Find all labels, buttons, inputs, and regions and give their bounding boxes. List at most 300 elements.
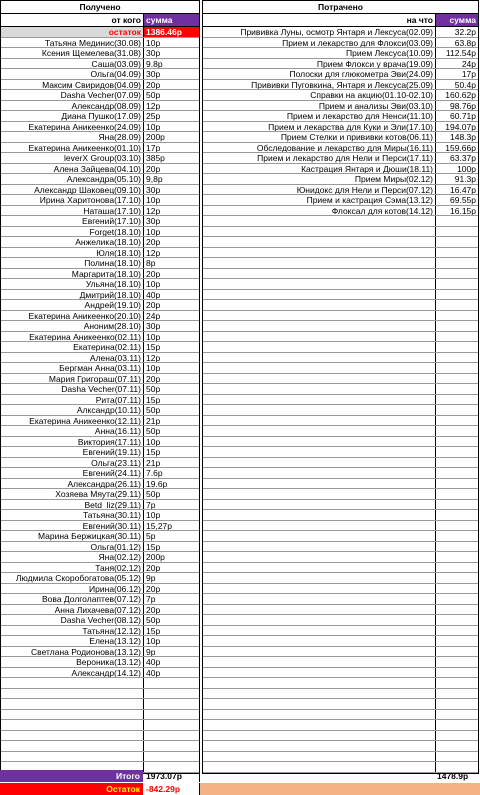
donor-name: Екатерина Аникеенко(12.11) [1,416,144,426]
donor-name: Ксения Щемелева(31.08) [1,48,144,58]
spent-row [203,353,478,364]
expense-description [203,468,436,478]
spent-row [203,594,478,605]
spent-row [203,59,478,70]
spent-row [203,80,478,91]
expense-amount: 63.37р [450,153,476,163]
expense-amount [436,720,478,730]
received-row [1,143,199,154]
expense-amount [436,573,478,583]
expense-description [203,489,436,499]
spent-row [203,489,478,500]
donation-amount: 10р [146,436,161,446]
expense-amount [436,710,478,720]
donation-amount: 12р [146,247,161,257]
donation-amount: 12р [146,100,161,110]
spent-row [203,437,478,448]
expense-amount [436,731,478,741]
donor-name: Наташа(17.10) [1,206,144,216]
expense-amount: 24р [461,58,476,68]
expense-amount [436,657,478,667]
received-row [1,69,199,80]
spent-row [203,678,478,689]
expense-amount [436,405,478,415]
spent-row [203,206,478,217]
donor-name: Екатерина Аникеенко(02.11) [1,332,144,342]
spent-row [203,521,478,532]
donation-amount: 30р [146,69,161,79]
expense-description [203,395,436,405]
expense-description: Прививки Пуговкина, Янтаря и Лексуса(25.09) [203,80,436,90]
donor-name: leverX Group(03.10) [1,153,144,163]
received-row [1,206,199,217]
expense-description [203,500,436,510]
received-row [1,353,199,364]
donation-amount: 7.6р [146,468,163,478]
expense-description: Кастрация Янтаря и Дюши(18.11) [203,164,436,174]
expense-amount [436,594,478,604]
expense-description: Прием Флокси у врача(19.09) [203,59,436,69]
received-row [1,332,199,343]
total-spent: 1478.9р [437,771,469,781]
received-row [1,657,199,668]
donor-name: Бергман Анна(03.11) [1,363,144,373]
spent-row [203,237,478,248]
received-row [1,227,199,238]
donation-amount: 12р [146,352,161,362]
expense-description [203,311,436,321]
spent-row [203,615,478,626]
expense-description: Прием и лекарства для Куки и Эли(17.10) [203,122,436,132]
expense-description [203,426,436,436]
expense-amount [436,353,478,363]
spent-row [203,321,478,332]
donation-amount [144,689,199,699]
expense-amount [436,752,478,762]
expense-amount: 63.8р [454,37,476,47]
received-row [1,647,199,658]
expense-amount [436,500,478,510]
expense-description [203,248,436,258]
received-row [1,437,199,448]
donor-name: Алена Зайцева(04.10) [1,164,144,174]
donor-name: Максим Свиридов(04.09) [1,80,144,90]
donation-amount: 20р [146,604,161,614]
expense-amount [436,689,478,699]
expense-description [203,647,436,657]
expense-description [203,363,436,373]
expense-description [203,321,436,331]
received-header-row [1,14,199,27]
expense-amount [436,416,478,426]
expense-description [203,720,436,730]
donor-name: Анжелика(18.10) [1,237,144,247]
received-row [1,584,199,595]
donor-name: Ирина(06.12) [1,584,144,594]
received-row [1,111,199,122]
expense-description [203,374,436,384]
received-row [1,626,199,637]
spent-row [203,584,478,595]
donation-amount: 10р [146,226,161,236]
donation-amount: 24р [146,310,161,320]
donor-name [1,689,144,699]
expense-amount: 112.54р [445,48,476,58]
donation-amount: 21р [146,457,161,467]
received-row [1,720,199,731]
received-row [1,258,199,269]
expense-description [203,300,436,310]
received-row [1,90,199,101]
expense-amount [436,216,478,226]
spent-row [203,447,478,458]
donor-name: Таня(02.12) [1,563,144,573]
expense-description [203,353,436,363]
donation-amount [144,741,199,751]
donor-name: Ольга(01.12) [1,542,144,552]
received-row [1,321,199,332]
donation-amount: 10р [146,331,161,341]
final-remainder-value: -842.29р [143,783,200,795]
received-row [1,573,199,584]
donation-amount: 10р [146,37,161,47]
expense-description: Юнидокс для Нели и Перси(07.12) [203,185,436,195]
expense-amount [436,668,478,678]
spent-row [203,374,478,385]
donation-amount: 15р [146,541,161,551]
donor-name: Яна(28.09) [1,132,144,142]
expense-amount [436,300,478,310]
donation-amount: 20р [146,373,161,383]
expense-description [203,437,436,447]
received-row [1,174,199,185]
donor-name: Александра(26.11) [1,479,144,489]
spent-row [203,741,478,752]
donation-amount [144,699,199,709]
donor-name: Dasha Vecher(07.11) [1,384,144,394]
expense-description [203,573,436,583]
donation-amount: 30р [146,184,161,194]
expense-amount [436,563,478,573]
donor-name: Алена(03.11) [1,353,144,363]
donor-name: Евгений(17.10) [1,216,144,226]
received-row [1,237,199,248]
col-from-header: от кого [1,14,144,26]
donation-amount: 30р [146,48,161,58]
donation-amount: 50р [146,426,161,436]
expense-amount [436,321,478,331]
donor-name [1,710,144,720]
spent-row [203,384,478,395]
expense-description [203,731,436,741]
spent-row [203,27,478,38]
remainder-row [1,27,199,38]
received-row [1,279,199,290]
spent-row [203,426,478,437]
donor-name: Анна Лихачева(07.12) [1,605,144,615]
spent-row [203,552,478,563]
donor-name: Маргарита(18.10) [1,269,144,279]
donor-name: Ирина Харитонова(17.10) [1,195,144,205]
spent-row [203,143,478,154]
expense-description [203,710,436,720]
received-row [1,416,199,427]
expense-amount: 17р [461,69,476,79]
spent-row [203,647,478,658]
expense-amount [436,615,478,625]
spent-row [203,153,478,164]
donor-name: Анна(16.11) [1,426,144,436]
expense-description: Прием и лекарство для Флокси(03.09) [203,38,436,48]
received-row [1,48,199,59]
expense-amount [436,332,478,342]
donation-amount: 50р [146,489,161,499]
donation-amount: 15р [146,447,161,457]
spent-row [203,174,478,185]
received-row [1,636,199,647]
spent-row [203,311,478,322]
donation-amount: 30р [146,216,161,226]
donor-name [1,731,144,741]
received-row [1,668,199,679]
expense-description: Флоксал для котов(14.12) [203,206,436,216]
donation-amount: 50р [146,384,161,394]
donor-name: Татьяна Мединис(30.08) [1,38,144,48]
expense-description [203,657,436,667]
donor-name: Аноним(28.10) [1,321,144,331]
remainder-label: остаток [1,27,144,37]
spent-row [203,731,478,742]
spent-row [203,48,478,59]
expense-amount [436,311,478,321]
donor-name: Яна(02.12) [1,552,144,562]
expense-description: Прием Стелки и прививки котов(06.11) [203,132,436,142]
donation-amount: 15р [146,342,161,352]
expense-amount [436,290,478,300]
donation-amount: 200р [146,132,165,142]
spent-row [203,69,478,80]
donor-name: Екатерина Аникеенко(24.09) [1,122,144,132]
donation-amount: 9р [146,573,156,583]
received-row [1,363,199,374]
expense-amount [436,269,478,279]
expense-amount [436,395,478,405]
spent-row [203,458,478,469]
donor-name: Саша(03.09) [1,59,144,69]
spent-row [203,90,478,101]
expense-amount [436,678,478,688]
received-row [1,741,199,752]
donation-amount: 30р [146,321,161,331]
expense-amount [436,647,478,657]
expense-description [203,332,436,342]
donor-name: Елена(13.12) [1,636,144,646]
expense-amount [436,741,478,751]
received-rows [1,38,199,773]
donor-name [1,678,144,688]
received-row [1,122,199,133]
expense-amount [436,458,478,468]
expense-description [203,342,436,352]
donation-amount: 40р [146,289,161,299]
expense-amount: 98.76р [450,100,476,110]
donation-amount: 20р [146,79,161,89]
spent-row [203,636,478,647]
expense-description [203,605,436,615]
spent-row [203,195,478,206]
expense-amount: 148.3р [450,132,476,142]
received-row [1,605,199,616]
expense-amount [436,531,478,541]
spent-row [203,510,478,521]
spent-row [203,531,478,542]
expense-description [203,384,436,394]
expense-description [203,290,436,300]
donor-name: Дмитрий(18.10) [1,290,144,300]
spent-row [203,500,478,511]
expense-amount [436,468,478,478]
expense-amount [436,342,478,352]
donation-amount: 10р [146,195,161,205]
expense-description: Справки на акцию(01.10-02.10) [203,90,436,100]
received-row [1,269,199,280]
expense-amount: 32.2р [454,27,476,37]
expense-description [203,521,436,531]
spent-row [203,227,478,238]
expense-amount [436,437,478,447]
donor-name [1,699,144,709]
received-row [1,731,199,742]
spent-row [203,101,478,112]
expense-description [203,510,436,520]
spent-title: Потрачено [203,1,478,14]
donor-name: Рита(07.11) [1,395,144,405]
expense-amount: 69.55р [450,195,476,205]
donor-name: Вероника(13.12) [1,657,144,667]
expense-description: Прием и лекарство для Ненси(11.10) [203,111,436,121]
expense-amount: 194.07р [445,121,476,131]
expense-description [203,678,436,688]
expense-amount [436,699,478,709]
donor-name: Евгений(30.11) [1,521,144,531]
expense-description: Прием и кастрация Сэма(13.12) [203,195,436,205]
donation-amount: 10р [146,363,161,373]
donation-amount: 40р [146,657,161,667]
spent-row [203,290,478,301]
spent-row [203,269,478,280]
donation-amount: 50р [146,90,161,100]
expense-amount [436,426,478,436]
received-row [1,699,199,710]
donor-name [1,752,144,762]
spent-row [203,468,478,479]
received-row [1,447,199,458]
received-row [1,710,199,721]
remainder-value: 1386.46р [144,27,199,37]
donor-name: Екатерина(02.11) [1,342,144,352]
donation-amount: 20р [146,163,161,173]
spent-row [203,185,478,196]
expense-amount: 100р [457,163,476,173]
donor-name: Александра(05.10) [1,174,144,184]
received-row [1,510,199,521]
donor-name: Екатерина Аникеенко(01.10) [1,143,144,153]
expense-description [203,237,436,247]
donor-name: Юля(18.10) [1,248,144,258]
expense-description: Прием Миры(02.12) [203,174,436,184]
spent-rows [203,27,478,773]
spent-row [203,405,478,416]
donor-name: Александр(14.12) [1,668,144,678]
donation-amount: 15р [146,625,161,635]
spent-section [202,0,479,774]
spent-row [203,342,478,353]
donation-amount: 10р [146,636,161,646]
received-row [1,300,199,311]
expense-amount [436,552,478,562]
donation-amount: 25р [146,111,161,121]
expense-description [203,531,436,541]
expense-description [203,741,436,751]
expense-amount [436,626,478,636]
expense-amount [436,237,478,247]
expense-description [203,689,436,699]
expense-description [203,479,436,489]
expense-amount [436,479,478,489]
spent-row [203,626,478,637]
donation-amount: 15,27р [146,520,172,530]
expense-description: Прием Лексуса(10.09) [203,48,436,58]
donation-amount: 9,8р [146,174,163,184]
spent-row [203,416,478,427]
donation-amount: 40р [146,667,161,677]
spent-row [203,38,478,49]
expense-description: Полоски для глюкометра Эви(24.09) [203,69,436,79]
received-row [1,689,199,700]
expense-description [203,279,436,289]
expense-description [203,594,436,604]
donation-amount: 10р [146,121,161,131]
donation-amount: 385р [146,153,165,163]
donation-amount: 20р [146,562,161,572]
spent-row [203,699,478,710]
spent-row [203,657,478,668]
expense-description [203,216,436,226]
received-row [1,542,199,553]
spent-row [203,689,478,700]
received-row [1,216,199,227]
expense-description: Прививка Луны, осмотр Янтаря и Лексуса(02.09) [203,27,436,37]
expense-description [203,458,436,468]
donor-name: Мария Григораш(07.11) [1,374,144,384]
received-row [1,342,199,353]
received-row [1,468,199,479]
expense-amount [436,227,478,237]
expense-amount: 16.47р [450,184,476,194]
expense-description [203,416,436,426]
expense-amount [436,384,478,394]
donor-name: Светлана Родионова(13.12) [1,647,144,657]
expense-amount: 16.15р [450,205,476,215]
expense-description [203,447,436,457]
donor-name: Татьяна(12.12) [1,626,144,636]
expense-amount [436,489,478,499]
spent-row [203,279,478,290]
donor-name [1,741,144,751]
received-row [1,195,199,206]
spent-row [203,363,478,374]
received-row [1,531,199,542]
